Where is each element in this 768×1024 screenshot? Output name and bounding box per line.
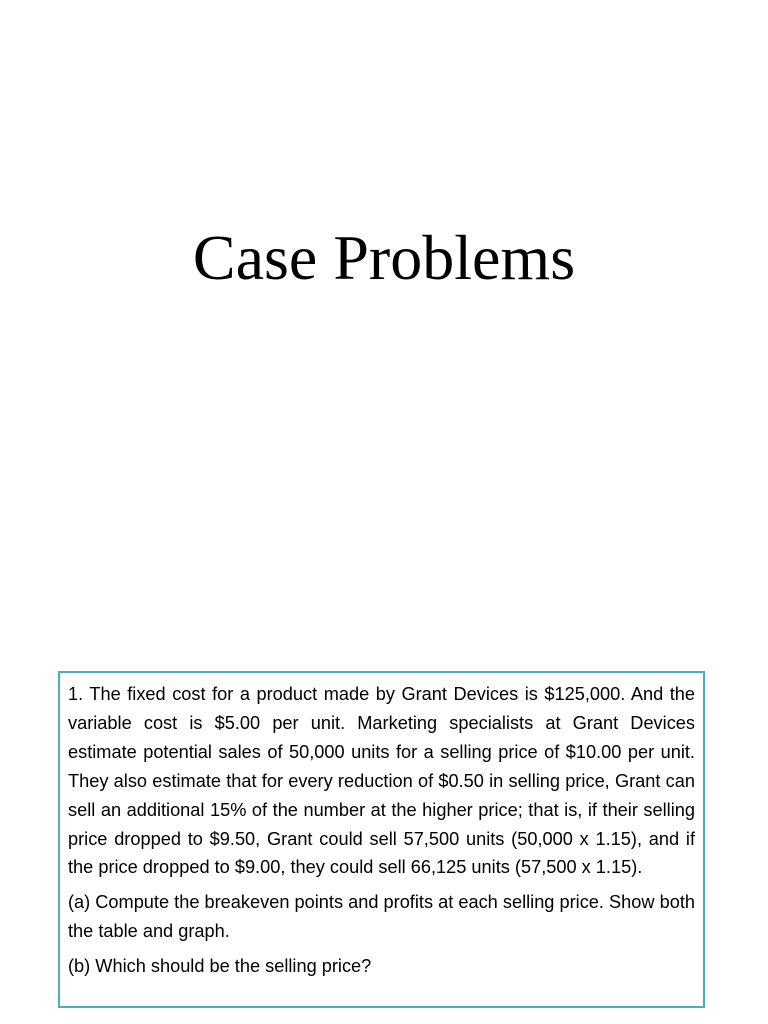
problem-text-box (58, 671, 705, 1008)
problem-part-b: (b) Which should be the selling price? (68, 956, 372, 977)
problem-part-a: (a) Compute the breakeven points and profits at each selling price. Show both the table and graph. (68, 892, 695, 942)
problem-statement: 1. The fixed cost for a product made by Grant Devices is $125,000. And the variable cost is $5.00 per unit. Marketing specialists at Grant Devices estimate potential sales of 50,000 units for a selling price of $10.00 per unit. They also estimate that for every reduction of $0.50 in selling price, Grant can sell an additional 15% of the number at the higher price; that is, if their selling price dropped to $9.50, Grant could sell 57,500 units (50,000 x 1.15), and if the price dropped to $9.00, they could sell 66,125 units (57,500 x 1.15). (68, 684, 695, 878)
slide-title: Case Problems (192, 222, 576, 293)
